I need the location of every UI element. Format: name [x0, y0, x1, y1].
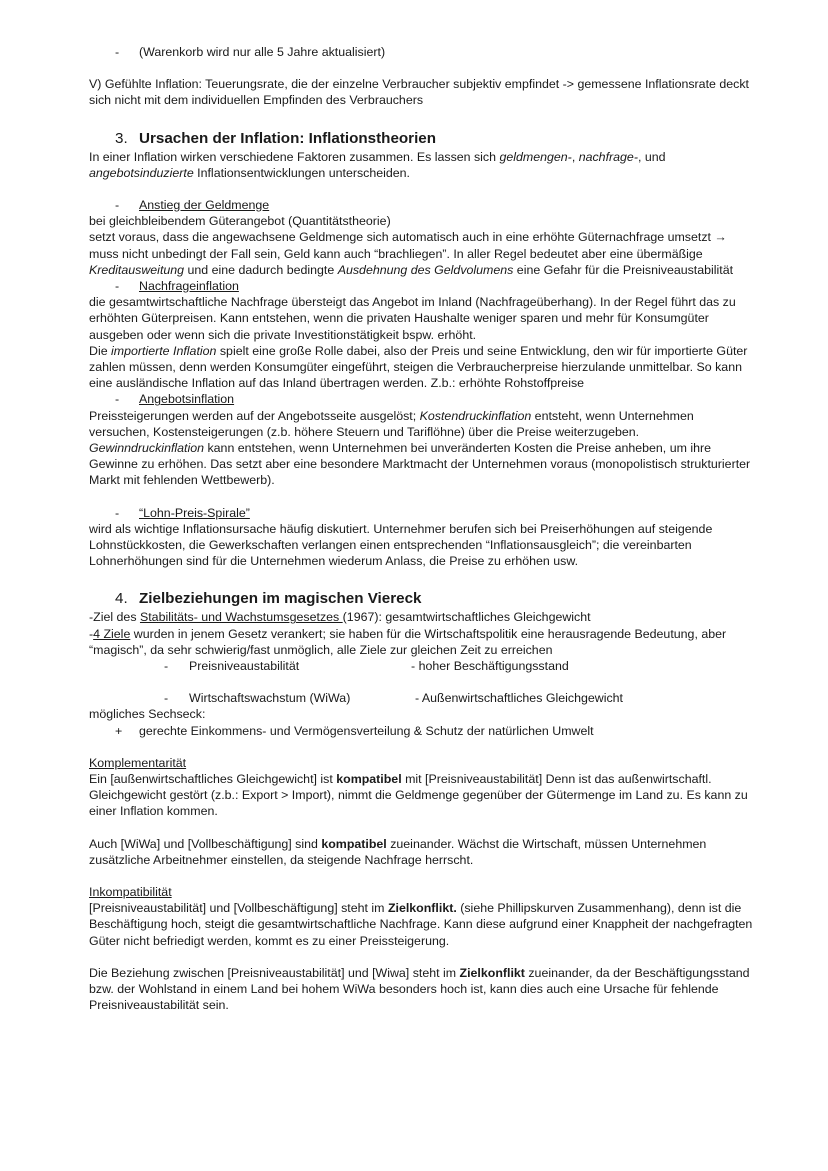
nachfrage-heading: - Nachfrageinflation: [115, 279, 239, 293]
inkompatibilitaet-paragraph-1: [Preisniveaustabilität] und [Vollbeschäftigung] steht im Zielkonflikt. (siehe Phillipskurven Zusammenhang), denn ist die Beschäftigung hoch, steigt die gesamtwirtschaftliche Nachfrage. Kann diese aufgrund einer Knappheit der nachgefragten Güter nicht befriedigt werden, kommt es zu einer Preissteigerung.: [89, 901, 753, 948]
goals-row-1: - Preisniveaustabilität - hoher Beschäftigungsstand: [164, 659, 569, 674]
angebot-paragraph: Preissteigerungen werden auf der Angebotsseite ausgelöst; Kostendruckinflation entsteht, wenn Unternehmen versuchen, Kostensteigerungen (z.b. höhere Steuern und Tariflöhne) über die Preise weiterzugeben. Gewinndruckinflation kann entstehen, wenn Unternehmen bei unveränderten Kosten die Preise anheben, um ihre Gewinne zu erhöhen. Das setzt aber eine besondere Marktmacht der Unternehmen voraus (monopolistisch strukturierter Markt mit fehlenden Wettbewerb).: [89, 408, 751, 488]
section-4-heading: [89, 589, 769, 609]
komplementaritaet-heading: Komplementarität: [89, 755, 187, 770]
section-3-heading: [89, 129, 769, 149]
warenkorb-note: [89, 44, 769, 60]
nachfrage-paragraph: die gesamtwirtschaftliche Nachfrage übersteigt das Angebot im Inland (Nachfrageüberhang). In der Regel führt das zu erhöhten Güterpreisen. Kann entstehen, wenn die privaten Haushalte weniger sparen und mehr für Konsumgüter ausgeben oder wenn sich die private Investitionstätigkeit bspw. erhöht. Die importierte Inflation spielt eine große Rolle dabei, also der Preis und seine Entwicklung, den wir für importierte Güter zahlen müssen, denn werden Konsumgüter eingeführt, steigen die Verbraucherpreise hierzulande unmittelbar. So kann eine ausländische Inflation auf das Inland übertragen werden. Z.b.: erhöhte Rohstoffpreise: [89, 295, 748, 391]
goal-preisniveaustabilitaet: Preisniveaustabilität: [189, 659, 300, 674]
section-number: 3.: [115, 129, 128, 147]
section-4-intro: -Ziel des Stabilitäts- und Wachstumsgesetzes (1967): gesamtwirtschaftliches Gleichgewicht -4 Ziele wurden in jenem Gesetz verankert; sie haben für die Wirtschaftspolitik eine herausragende Bedeutung, aber “magisch”, da sehr schwierig/fast unmöglich, alle Ziele zur gleichen Zeit zu erreichen: [89, 610, 727, 657]
goal-wirtschaftswachstum: Wirtschaftswachstum (WiWa): [189, 691, 351, 706]
geldmenge-heading: - Anstieg der Geldmenge: [115, 198, 270, 212]
document-content: [89, 44, 769, 1013]
sechseck-label: mögliches Sechseck:: [89, 707, 206, 722]
lohn-preis-paragraph: wird als wichtige Inflationsursache häufig diskutiert. Unternehmer berufen sich bei Preiserhöhungen auf steigende Lohnstückkosten, die Gewerkschaften verlangen einen entsprechenden “Inflationsausgleich”; die vereinbarten Lohnerhöhungen sind für die Unternehmen wiederum Anlass, die Preise zu erhöhen usw.: [89, 521, 713, 569]
goal-aussenwirtschaft: - Außenwirtschaftliches Gleichgewicht: [415, 691, 623, 706]
lohn-preis-heading: - “Lohn-Preis-Spirale”: [115, 505, 250, 520]
goal-beschaeftigung: - hoher Beschäftigungsstand: [411, 659, 569, 674]
goals-row-2: - Wirtschaftswachstum (WiWa) - Außenwirtschaftliches Gleichgewicht: [164, 691, 623, 706]
geldmenge-paragraph: bei gleichbleibendem Güterangebot (Quantitätstheorie) setzt voraus, dass die angewachsene Geldmenge sich automatisch auch in eine erhöhte Güternachfrage umsetzt → muss nicht unbedingt der Fall sein, Geld kann auch “brachliegen”. In aller Regel bedeutet aber eine übermäßige Kreditausweitung und eine dadurch bedingte Ausdehnung des Geldvolumens eine Gefahr für die Preisniveaustabilität: [89, 214, 734, 277]
inkompatibilitaet-paragraph-2: Die Beziehung zwischen [Preisniveaustabilität] und [Wiwa] steht im Zielkonflikt zueinander, da der Beschäftigungsstand bzw. der Wohlstand in einem Land bei hohem WiWa besonders hoch ist, kann dies auch eine Ursache für fehlende Preisniveaustabilität sein.: [89, 965, 750, 1013]
section-3-intro: In einer Inflation wirken verschiedene Faktoren zusammen. Es lassen sich geldmengen-, nachfrage-, und angebotsinduzierte Inflationsentwicklungen unterscheiden.: [89, 149, 666, 180]
bullet-dash: -: [115, 45, 120, 59]
angebot-heading: - Angebotsinflation: [115, 392, 235, 407]
felt-inflation-paragraph: V) Gefühlte Inflation: Teuerungsrate, die der einzelne Verbraucher subjektiv empfindet -> gemessene Inflationsrate deckt sich nicht mit dem individuellen Empfinden des Verbrauchers: [89, 77, 749, 108]
section-title: Ursachen der Inflation: Inflationstheorien: [139, 129, 437, 147]
warenkorb-text: (Warenkorb wird nur alle 5 Jahre aktualisiert): [139, 45, 386, 59]
section-title: Zielbeziehungen im magischen Viereck: [139, 590, 422, 608]
section-number: 4.: [115, 590, 128, 608]
inkompatibilitaet-heading: Inkompatibilität: [89, 885, 172, 899]
komplementaritaet-paragraph-2: Auch [WiWa] und [Vollbeschäftigung] sind kompatibel zueinander. Wächst die Wirtschaft, müssen Unternehmen zusätzliche Arbeitnehmer einstellen, da steigende Nachfrage herrscht.: [89, 836, 707, 867]
sechseck-item: + gerechte Einkommens- und Vermögensverteilung & Schutz der natürlichen Umwelt: [115, 723, 594, 738]
komplementaritaet-paragraph-1: Ein [außenwirtschaftliches Gleichgewicht] ist kompatibel mit [Preisniveaustabilität] Denn ist das außenwirtschaftl. Gleichgewicht gestört (z.b.: Export > Import), nimmt die Geldmenge gegenüber der Gütermenge im Land zu. Es kann zu einer Inflation kommen.: [89, 771, 748, 819]
